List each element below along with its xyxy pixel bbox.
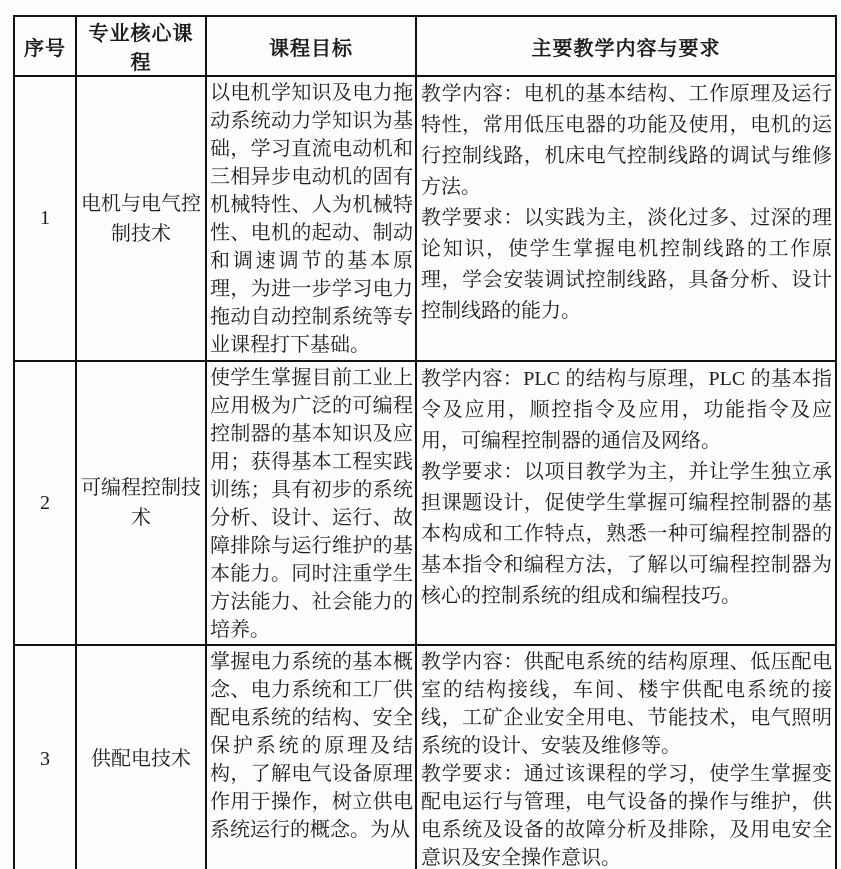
course-objective-cell: 掌握电力系统的基本概念、电力系统和工厂供配电系统的结构、安全保护系统的原理及结构，了解电气设备原理作用于操作，树立供电系统运行的概念。为从 <box>206 645 416 869</box>
teaching-content-cell <box>416 361 836 645</box>
core-course-table <box>13 15 837 869</box>
header-serial-number: 序号 <box>14 16 76 76</box>
serial-number-cell: 3 <box>14 645 76 869</box>
teaching-content-paragraph: 教学内容：供配电系统的结构原理、低压配电室的结构接线，车间、楼宇供配电系统的接线，工矿企业安全用电、节能技术，电气照明系统的设计、安装及维修等。 <box>421 651 832 757</box>
header-teaching-content: 主要教学内容与要求 <box>416 16 836 76</box>
teaching-content-paragraph: 教学内容：PLC 的结构与原理，PLC 的基本指令及应用，顺控指令及应用，功能指令及应用，可编程控制器的通信及网络。 <box>421 368 832 452</box>
course-name-cell: 可编程控制技术 <box>76 361 206 645</box>
teaching-content-cell <box>416 645 836 869</box>
teaching-requirement-paragraph: 教学要求：通过该课程的学习，使学生掌握变配电运行与管理，电气设备的操作与维护，供电系统及设备的故障分析及排除，及用电安全意识及安全操作意识。 <box>421 763 832 869</box>
header-core-course: 专业核心课程 <box>76 16 206 76</box>
teaching-requirement-paragraph: 教学要求：以实践为主，淡化过多、过深的理论知识，使学生掌握电机控制线路的工作原理，学会安装调试控制线路，具备分析、设计控制线路的能力。 <box>421 207 832 322</box>
course-name-cell: 供配电技术 <box>76 645 206 869</box>
table-row <box>14 76 836 361</box>
teaching-requirement-paragraph: 教学要求：以项目教学为主，并让学生独立承担课题设计，促使学生掌握可编程控制器的基本构成和工作特点，熟悉一种可编程控制器的基本指令和编程方法，了解以可编程控制器为核心的控制系统的组成和编程技巧。 <box>421 461 832 607</box>
table-row <box>14 645 836 869</box>
table-row <box>14 361 836 645</box>
serial-number-cell: 1 <box>14 76 76 361</box>
course-name-cell: 电机与电气控制技术 <box>76 76 206 361</box>
teaching-content-cell <box>416 76 836 361</box>
course-objective-cell: 使学生掌握目前工业上应用极为广泛的可编程控制器的基本知识及应用；获得基本工程实践训练；具有初步的系统分析、设计、运行、故障排除与运行维护的基本能力。同时注重学生方法能力、社会能力的培养。 <box>206 361 416 645</box>
serial-number-cell: 2 <box>14 361 76 645</box>
table-header-row <box>14 16 836 76</box>
header-course-objective: 课程目标 <box>206 16 416 76</box>
course-objective-cell: 以电机学知识及电力拖动系统动力学知识为基础，学习直流电动机和三相异步电动机的固有机械特性、人为机械特性、电机的起动、制动和调速调节的基本原理，为进一步学习电力拖动自动控制系统等专业课程打下基础。 <box>206 76 416 361</box>
teaching-content-paragraph: 教学内容：电机的基本结构、工作原理及运行特性，常用低压电器的功能及使用，电机的运行控制线路，机床电气控制线路的调试与维修方法。 <box>421 83 832 198</box>
